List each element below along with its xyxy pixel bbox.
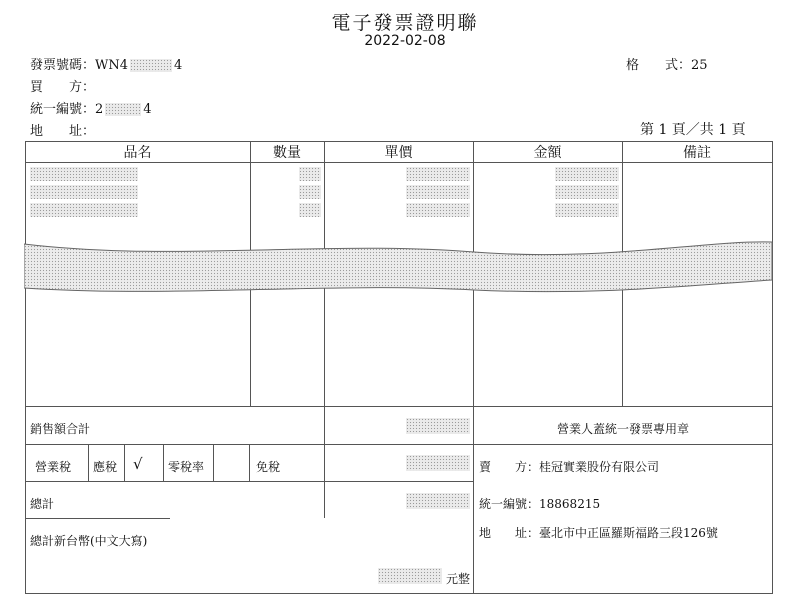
redacted-unit-price (406, 203, 470, 217)
buyer-row (30, 76, 95, 95)
redaction-band (24, 236, 774, 300)
tax-cell-divider (163, 444, 164, 481)
seal-row-line (473, 444, 773, 445)
buyer-address-label: 地 址： (30, 124, 96, 139)
redacted-item-name (30, 185, 138, 199)
header-quantity: 數量 (273, 145, 301, 161)
seller-tax-id-label: 統一編號： (479, 497, 540, 511)
tax-cell-divider (249, 444, 250, 481)
redacted-tax (406, 455, 470, 471)
header-item-name: 品名 (123, 145, 152, 161)
redacted-block (130, 59, 172, 72)
redacted-unit-price (406, 185, 470, 199)
tax-cell-divider (88, 444, 89, 481)
sales-total-label: 銷售額合計 (30, 422, 91, 436)
seller-address: 臺北市中正區羅斯福路三段126號 (539, 526, 718, 540)
zero-rate-label: 零稅率 (168, 460, 205, 474)
header-unit-price: 單價 (384, 145, 413, 161)
document-title: 電子發票證明聯 (331, 12, 479, 34)
yuan-label: 元整 (446, 572, 471, 586)
redacted-amount (555, 185, 619, 199)
tax-type-label: 營業稅 (35, 460, 72, 474)
seal-label: 營業人蓋統一發票專用章 (556, 422, 689, 436)
seller-row (479, 458, 659, 475)
redacted-quantity (299, 203, 321, 217)
buyer-tax-id-suffix: 4 (143, 102, 152, 117)
tax-exempt-label: 免稅 (256, 460, 281, 474)
buyer-tax-id-row (30, 98, 152, 117)
buyer-tax-id-label: 統一編號： (30, 102, 96, 117)
seller-address-label: 地 址： (479, 526, 540, 540)
seller-label: 賣 方： (479, 460, 540, 474)
invoice-date: 2022-02-08 (364, 33, 446, 49)
table-border-top (25, 141, 773, 142)
total-label: 總計 (30, 497, 55, 511)
seller-name: 桂冠實業股份有限公司 (539, 460, 660, 474)
summary-top-line (25, 406, 773, 407)
buyer-tax-id-prefix: 2 (95, 102, 104, 117)
format-label: 格 式： (626, 58, 692, 73)
table-border-bottom (25, 593, 773, 594)
format-value: 25 (691, 58, 708, 73)
table-border-left (25, 141, 26, 594)
summary-amount-divider (324, 406, 325, 518)
redacted-twd-total (378, 568, 442, 584)
buyer-label: 買 方： (30, 80, 96, 95)
header-remarks: 備註 (683, 145, 711, 161)
seller-tax-id-row (479, 495, 600, 512)
table-border-right (772, 141, 773, 594)
redacted-quantity (299, 185, 321, 199)
redacted-item-name (30, 203, 138, 217)
buyer-address-row (30, 120, 95, 139)
redacted-item-name (30, 167, 138, 181)
twd-total-label: 總計新台幣(中文大寫) (30, 534, 148, 548)
header-amount: 金額 (533, 145, 562, 161)
invoice-number-row (30, 54, 182, 73)
redacted-unit-price (406, 167, 470, 181)
format-row (626, 54, 708, 73)
redacted-amount (555, 203, 619, 217)
seller-tax-id: 18868215 (539, 497, 601, 511)
summary-row-line (25, 481, 473, 482)
taxable-label: 應稅 (93, 460, 118, 474)
invoice-number-prefix: WN4 (95, 58, 129, 73)
header-divider (25, 162, 773, 163)
redacted-quantity (299, 167, 321, 181)
tax-cell-divider (213, 444, 214, 481)
page-info: 第 1 頁／共 1 頁 (640, 122, 746, 138)
redacted-amount (555, 167, 619, 181)
seller-address-row (479, 524, 718, 541)
invoice-number-label: 發票號碼： (30, 58, 96, 73)
redacted-total (406, 493, 470, 509)
redacted-block (105, 103, 141, 116)
invoice-number-suffix: 4 (174, 58, 183, 73)
redacted-sales-total (406, 418, 470, 434)
taxable-check-mark: √ (133, 455, 143, 473)
summary-row-line-partial (25, 518, 170, 519)
tax-cell-divider (124, 444, 125, 481)
